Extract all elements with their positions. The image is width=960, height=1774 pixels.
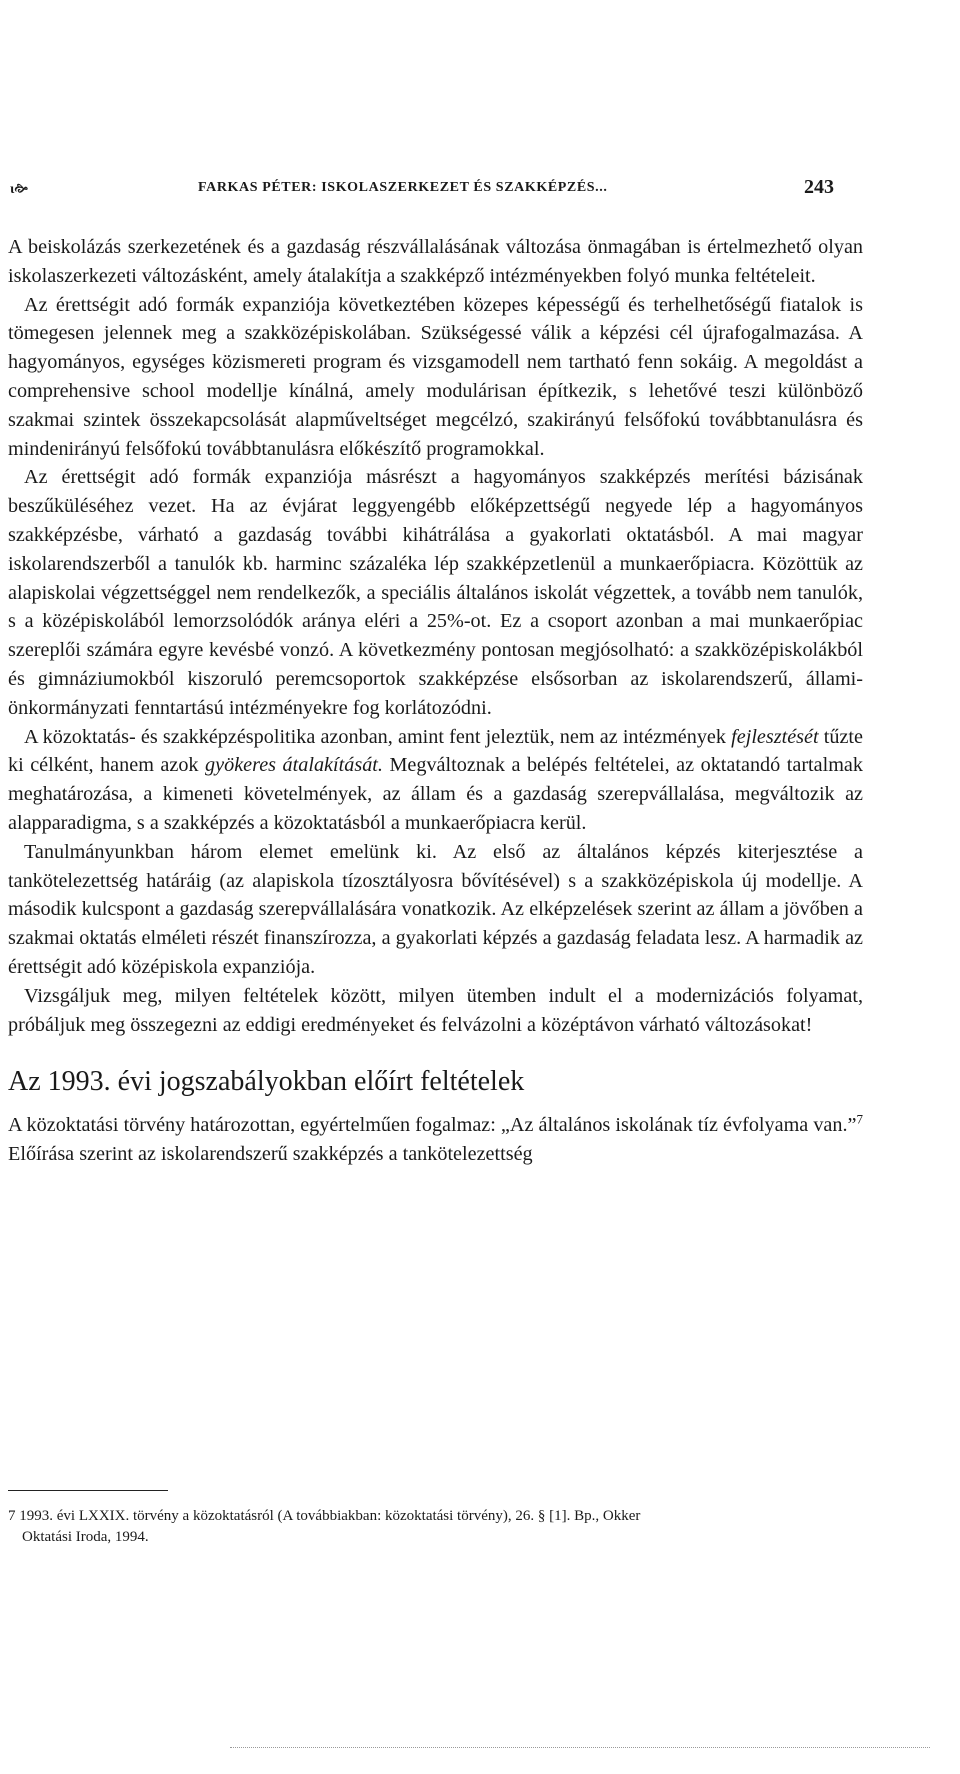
running-header-title: FARKAS PÉTER: ISKOLASZERKEZET ÉS SZAKKÉPZÉS... (198, 180, 608, 195)
section-heading: Az 1993. évi jogszabályokban előírt feltételek (8, 1066, 525, 1098)
paragraph-4-part-1: A közoktatás- és szakképzéspolitika azonban, amint fent jeleztük, nem az intézmények (24, 725, 732, 748)
paragraph-3: Az érettségit adó formák expanziója másrészt a hagyományos szakképzés merítési bázisának beszűküléséhez vezet. Ha az évjárat leggyengébb előképzettségű negyede lép a hagyományos szakképzésbe, várható a gazdaság további kihátrálása a gyakorlati oktatásból. A mai magyar iskolarendszerből a tanulók kb. harminc százaléka lép szakképzetlenül a munkaerőpiacra. Közöttük az alapiskolai végzettséggel nem rendelkezők, a speciális általános iskolát végzettek, a tovább nem tanulók, s a középiskolából lemorzsolódók aránya eléri a 25%-ot. Ez a csoport azonban a mai munkaerőpiac szereplői számára egyre kevésbé vonzó. A következmény pontosan megjósolható: a szakközépiskolákból és gimnáziumokból kiszoruló peremcsoportok szakképzése elsősorban az iskolarendszerű, állami-önkormányzati fenntartású intézményekre fog korlátozódni. (8, 466, 863, 719)
paragraph-1: A beiskolázás szerkezetének és a gazdaság részvállalásának változása önmagában is értelmezhető olyan iskolaszerkezeti változásként, amely átalakítja a szakképző intézményekben folyó munka feltételeit. (8, 236, 863, 287)
paragraph-4-italic-1: fejlesztését (731, 725, 819, 748)
running-header (0, 176, 960, 206)
body-text (8, 233, 863, 1169)
ornament-icon: ɩ🙚 (10, 182, 29, 197)
section-paragraph (8, 1111, 863, 1169)
paragraph-4-part-3: Megváltoznak a belépés feltételei, az oktatandó tartalmak meghatározása, a kimeneti követelmények, az állam és a gazdaság szerepvállalása, megváltozik az alapparadigma, s a szakképzés a közoktatásból a munkaerőpiacra kerül. (8, 754, 863, 834)
footnote-line-1: 7 1993. évi LXXIX. törvény a közoktatásról (A továbbiakban: közoktatási törvény), 26. § [1]. Bp., Okker (8, 1508, 641, 1524)
bottom-scan-line (230, 1747, 930, 1748)
paragraph-4 (8, 723, 863, 838)
page-number: 243 (804, 176, 834, 198)
footnote-divider (8, 1490, 168, 1491)
paragraph-2: Az érettségit adó formák expanziója következtében közepes képességű és terhelhetőségű fiatalok is tömegesen jelennek meg a szakközépiskolában. Szükségessé válik a képzési cél újrafogalmazása. A hagyományos, egységes közismereti program és vizsgamodell nem tartható fenn sokáig. A megoldást a comprehensive school modellje kínálná, amely modulárisan építkezik, s lehetővé teszi különböző szakmai szintek összekapcsolását alapműveltséget megcélzó, szakirányú felsőfokú továbbtanulásra és mindenirányú felsőfokú továbbtanulásra előkészítő programokkal. (8, 293, 863, 460)
section-paragraph-part-2: Előírása szerint az iskolarendszerű szakképzés a tankötelezettség (8, 1143, 533, 1166)
footnote-line-2: Oktatási Iroda, 1994. (22, 1529, 149, 1545)
footnote (8, 1506, 863, 1548)
paragraph-4-part-2: tűzte ki célként, hanem azok (8, 725, 863, 777)
section-paragraph-part-1: A közoktatási törvény határozottan, egyértelműen fogalmaz: „Az általános iskolának tíz évfolyama van.” (8, 1114, 857, 1137)
paragraph-6: Vizsgáljuk meg, milyen feltételek között, milyen ütemben indult el a modernizációs folyamat, próbáljuk meg összegezni az eddigi eredményeket és felvázolni a középtávon várható változásokat! (8, 984, 863, 1036)
footnote-reference[interactable]: 7 (856, 1111, 863, 1127)
paragraph-5: Tanulmányunkban három elemet emelünk ki. Az első az általános képzés kiterjesztése a tankötelezettség határáig (az alapiskola tízosztályosra bővítésével) s a szakközépiskola új modellje. A második kulcspont a gazdaság szerepvállalására vonatkozik. Az elképzelések szerint az állam a jövőben a szakmai oktatás elméleti részét finanszírozza, a gyakorlati képzés a gazdaság feladata lesz. A harmadik az érettségit adó középiskola expanziója. (8, 840, 863, 978)
paragraph-4-italic-2: gyökeres átalakítását. (205, 754, 383, 777)
